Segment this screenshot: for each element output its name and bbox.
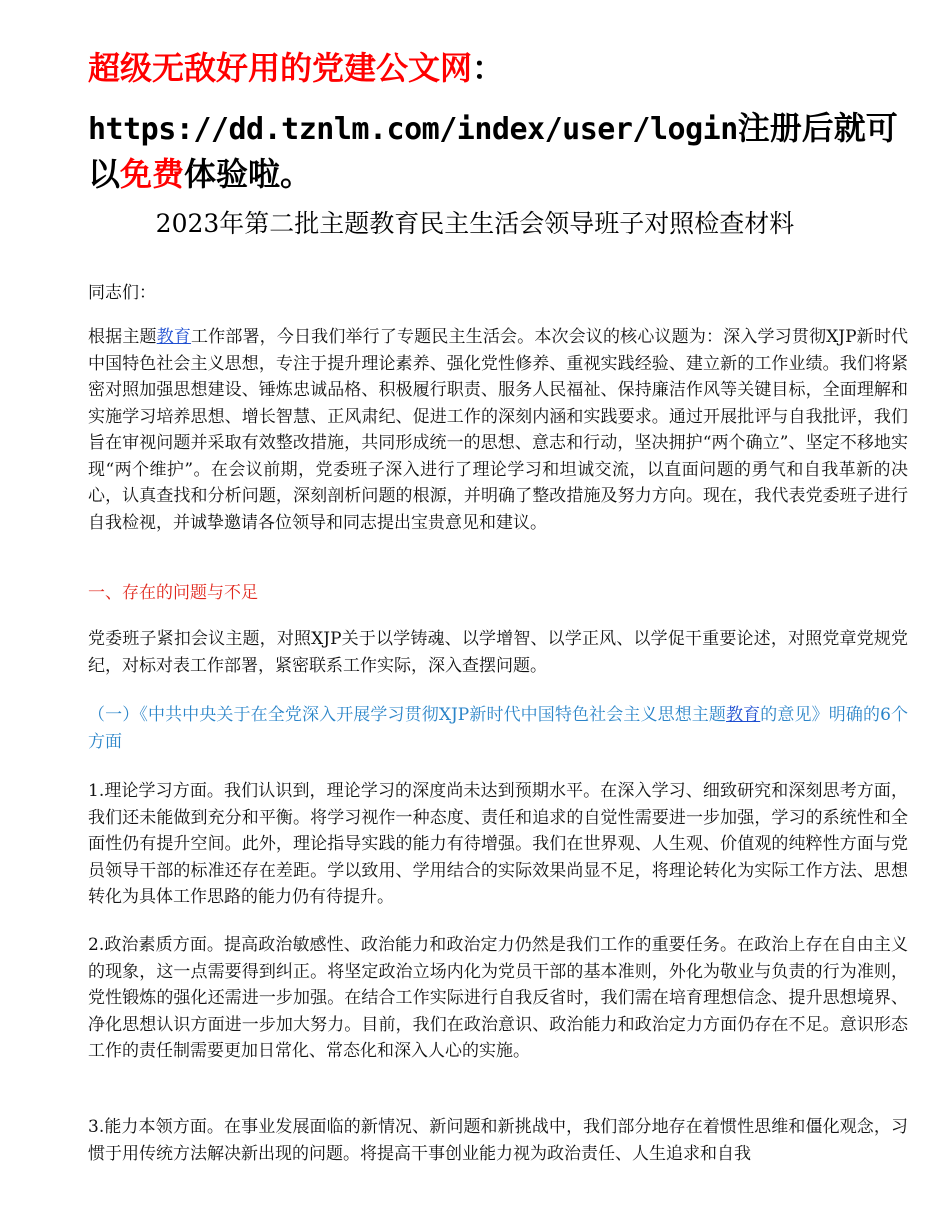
document-title: 2023年第二批主题教育民主生活会领导班子对照检查材料 [155,209,795,238]
promo-free-text: 免费 [120,155,185,193]
subsection-heading-opinion [88,702,908,755]
promo-site-name: 超级无敌好用的党建公文网 [88,49,473,87]
item-theory-study: 1.理论学习方面。我们认识到，理论学习的深度尚未达到预期水平。在深入学习、细致研究和深刻思考方面，我们还未能做到充分和平衡。将学习视作一种态度、责任和追求的自觉性需要进一步加强，学习的系统性和全面性仍有提升空间。此外，理论指导实践的能力有待增强。我们在世界观、人生观、价值观的纯粹性方面与党员领导干部的标准还存在差距。学以致用、学用结合的实际效果尚显不足，将理论转化为实际工作方法、思想转化为具体工作思路的能力仍有待提升。 [88,781,908,907]
intro-education-link[interactable]: 教育 [156,327,192,347]
item-political-quality: 2.政治素质方面。提高政治敏感性、政治能力和政治定力仍然是我们工作的重要任务。在政治上存在自由主义的现象，这一点需要得到纠正。将坚定政治立场内化为党员干部的基本准则，外化为敬业与负责的行为准则，党性锻炼的强化还需进一步加强。在结合工作实际进行自我反省时，我们需在培育理想信念、提升思想境界、净化思想认识方面进一步加大努力。目前，我们在政治意识、政治能力和政治定力方面仍存在不足。意识形态工作的责任制需要更加日常化、常态化和深入人心的实施。 [88,935,908,1061]
promo-colon: ： [472,49,505,87]
intro-paragraph [88,324,908,536]
promo-banner-headline [88,46,908,90]
promo-banner-url-line [88,106,918,196]
section-heading-problems: 一、存在的问题与不足 [88,583,258,603]
subsection-text-part1: （一）《中共中央关于在全党深入开展学习贯彻XJP新时代中国特色社会主义思想主题 [88,705,727,725]
promo-text-b: 体验啦。 [184,155,313,193]
intro-text-part2: 工作部署，今日我们举行了专题民主生活会。本次会议的核心议题为：深入学习贯彻XJP新时代中国特色社会主义思想，专注于提升理论素养、强化党性修养、重视实践经验、建立新的工作业绩。我们将紧密对照加强思想建设、锤炼忠诚品格、积极履行职责、服务人民福祉、保持廉洁作风等关键目标，全面理解和实施学习培养思想、增长智慧、正风肃纪、促进工作的深刻内涵和实践要求。通过开展批评与自我批评，我们旨在审视问题并采取有效整改措施，共同形成统一的思想、意志和行动，坚决拥护“两个确立”、坚定不移地实现“两个维护”。在会议前期，党委班子深入进行了理论学习和坦诚交流，以直面问题的勇气和自我革新的决心，认真查找和分析问题，深刻剖析问题的根源，并明确了整改措施及努力方向。现在，我代表党委班子进行自我检视，并诚挚邀请各位领导和同志提出宝贵意见和建议。 [88,327,909,533]
section-intro-paragraph: 党委班子紧扣会议主题，对照XJP关于以学铸魂、以学增智、以学正风、以学促干重要论述，对照党章党规党纪，对标对表工作部署，紧密联系工作实际，深入查摆问题。 [88,629,908,676]
promo-text-a: 以 [88,155,121,193]
promo-register-text: 注册后就可 [737,109,898,147]
subsection-education-link[interactable]: 教育 [726,705,761,725]
promo-url-link[interactable]: https://dd.tznlm.com/index/user/login [88,112,738,147]
intro-text-part1: 根据主题 [88,327,157,347]
subsection-text-part2: 的意见》明确的6个方面 [88,705,909,752]
salutation: 同志们： [88,283,156,303]
item-capability: 3.能力本领方面。在事业发展面临的新情况、新问题和新挑战中，我们部分地存在着惯性思维和僵化观念，习惯于用传统方法解决新出现的问题。将提高干事创业能力视为政治责任、人生追求和自我 [88,1117,908,1164]
